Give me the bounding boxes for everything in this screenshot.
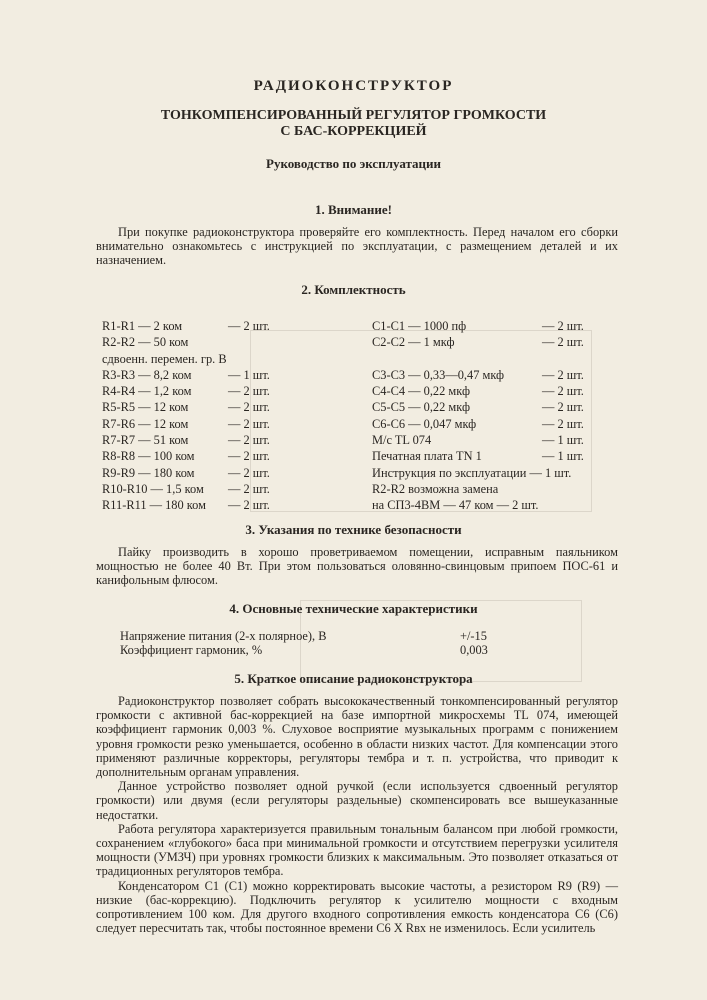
list-item (102, 399, 292, 415)
list-item (372, 432, 602, 448)
item-name: C5-C5 — 0,22 мкф (372, 400, 470, 415)
item-name: R7-R7 — 51 ком (102, 433, 189, 448)
item-qty: — 2 шт. (542, 335, 584, 350)
item-qty: — 2 шт. (228, 416, 270, 431)
item-qty: — 1 шт. (542, 449, 584, 464)
item-qty: — 2 шт. (228, 384, 270, 399)
item-name: на СП3-4ВМ — 47 ком — 2 шт. (372, 498, 539, 513)
section-1-title: 1. Внимание! (315, 202, 392, 217)
section-5-text (96, 694, 618, 935)
paragraph: Пайку производить в хорошо проветриваемом помещении, исправным паяльником мощностью не более 40 Вт. При этом пользоваться оловянно-свинцовым припоем ПОС-61 и канифольным флюсом. (96, 545, 618, 588)
list-item (102, 465, 292, 481)
list-item (102, 367, 292, 383)
item-name: R8-R8 — 100 ком (102, 449, 195, 464)
item-name: C4-C4 — 0,22 мкф (372, 384, 470, 399)
item-qty: — 2 шт. (228, 319, 270, 333)
list-item (102, 448, 292, 464)
item-name: R4-R4 — 1,2 ком (102, 384, 192, 399)
spec-row (120, 643, 520, 657)
spec-value: +/-15 (460, 629, 487, 643)
list-item (102, 481, 292, 497)
brand-heading: РАДИОКОНСТРУКТОР (253, 78, 454, 94)
section-5-title: 5. Краткое описание радиоконструктора (234, 671, 473, 686)
item-qty: — 1 шт. (542, 433, 584, 448)
paragraph: При покупке радиоконструктора проверяйте его комплектность. Перед началом его сборки внимательно ознакомьтесь с инструкцией по эксплуатации, с размещением деталей и их назначением. (96, 225, 618, 268)
item-qty: — 2 шт. (542, 384, 584, 399)
item-qty: — 2 шт. (228, 433, 270, 448)
item-qty: — 2 шт. (542, 319, 584, 333)
item-name: R5-R5 — 12 ком (102, 400, 189, 415)
item-name: C1-C1 — 1000 пф (372, 319, 467, 333)
section-4-title: 4. Основные технические характеристики (229, 601, 478, 616)
list-item (372, 399, 602, 415)
list-item (372, 367, 602, 383)
item-name: R2-R2 — 50 ком (102, 335, 189, 350)
paragraph: Данное устройство позволяет одной ручкой (если используется сдвоенный регулятор громкости) или двумя (если регуляторы раздельные) скомпенсировать все вышеуказанные недостатки. (96, 779, 618, 822)
item-name: R9-R9 — 180 ком (102, 465, 195, 480)
item-name: R10-R10 — 1,5 ком (102, 481, 204, 496)
section-2-title: 2. Комплектность (301, 282, 406, 297)
spec-label: Коэффициент гармоник, % (120, 643, 263, 657)
kit-list-left (102, 318, 292, 514)
paragraph: Конденсатором C1 (C1) можно корректировать высокие частоты, а резистором R9 (R9) — низкие (бас-коррекцию). Подключить регулятор к усилителю мощности с входным сопротивлением 100 ком. Для другого входного сопротивления емкость конденсатора C6 (C6) следует пересчитать так, чтобы постоянное времени C6 X Rвх не изменилось. Если усилитель (96, 878, 618, 936)
title-line-1: ТОНКОМПЕНСИРОВАННЫЙ РЕГУЛЯТОР ГРОМКОСТИ (160, 108, 547, 123)
list-item (372, 448, 602, 464)
paragraph: Радиоконструктор позволяет собрать высококачественный тонкомпенсированный регулятор громкости с активной бас-коррекцией на базе импортной микросхемы TL 074, имеющей коэффициент гармоник 0,003 %. Слуховое восприятие музыкальных программ с понижением уровня громкости резко уменьшается, особенно в области низких частот. Для компенсации этого применяют различные корректоры, регуляторы тембра и т. п. устройства, что приводит к дополнительным органам управления. (96, 694, 618, 780)
item-qty: — 2 шт. (228, 449, 270, 464)
section-3-text (96, 545, 618, 588)
list-item (372, 351, 602, 367)
item-qty: — 2 шт. (228, 498, 270, 513)
item-name: R2-R2 возможна замена (372, 481, 499, 496)
item-name: C6-C6 — 0,047 мкф (372, 416, 477, 431)
item-name: Инструкция по эксплуатации — 1 шт. (372, 465, 572, 480)
spec-row (120, 629, 520, 643)
list-item (102, 416, 292, 432)
spec-value: 0,003 (460, 643, 488, 657)
spec-label: Напряжение питания (2-х полярное), В (120, 629, 327, 643)
item-name: R11-R11 — 180 ком (102, 498, 206, 513)
item-name: Печатная плата TN 1 (372, 449, 482, 464)
section-3-title: 3. Указания по технике безопасности (245, 522, 462, 537)
list-item (102, 318, 292, 334)
item-qty: — 2 шт. (228, 481, 270, 496)
list-item (372, 497, 602, 513)
list-item (372, 383, 602, 399)
item-name: C2-C2 — 1 мкф (372, 335, 455, 350)
item-qty: — 1 шт. (228, 367, 270, 382)
list-item (372, 481, 602, 497)
list-item (102, 432, 292, 448)
item-qty: — 2 шт. (228, 400, 270, 415)
document-subtitle: Руководство по эксплуатации (266, 156, 441, 171)
title-line-2: С БАС-КОРРЕКЦИЕЙ (280, 124, 427, 139)
list-item (372, 465, 602, 481)
specs-table (120, 629, 520, 657)
item-name: сдвоенн. перемен. гр. В (102, 351, 227, 366)
list-item (102, 351, 292, 367)
item-qty: — 2 шт. (542, 367, 584, 382)
kit-list-right (372, 318, 602, 514)
item-name: R7-R6 — 12 ком (102, 416, 189, 431)
item-qty: — 2 шт. (542, 416, 584, 431)
list-item (102, 383, 292, 399)
item-name: C3-C3 — 0,33—0,47 мкф (372, 367, 505, 382)
item-qty: — 2 шт. (228, 465, 270, 480)
item-qty: — 2 шт. (542, 400, 584, 415)
item-name: R3-R3 — 8,2 ком (102, 367, 192, 382)
item-name: M/c TL 074 (372, 433, 432, 448)
paragraph: Работа регулятора характеризуется правильным тональным балансом при любой громкости, сохранением «глубокого» баса при минимальной громкости и отсутствием перегрузки усилителя мощности (УМЗЧ) при уровнях громкости близких к максимальным. Это позволяет отказаться от традиционных регуляторов тембра. (96, 821, 618, 879)
section-1-text (96, 225, 618, 268)
list-item (372, 334, 602, 350)
list-item (102, 497, 292, 513)
list-item (102, 334, 292, 350)
list-item (372, 318, 602, 334)
list-item (372, 416, 602, 432)
document-title (0, 108, 707, 140)
item-name: R1-R1 — 2 ком (102, 319, 183, 333)
